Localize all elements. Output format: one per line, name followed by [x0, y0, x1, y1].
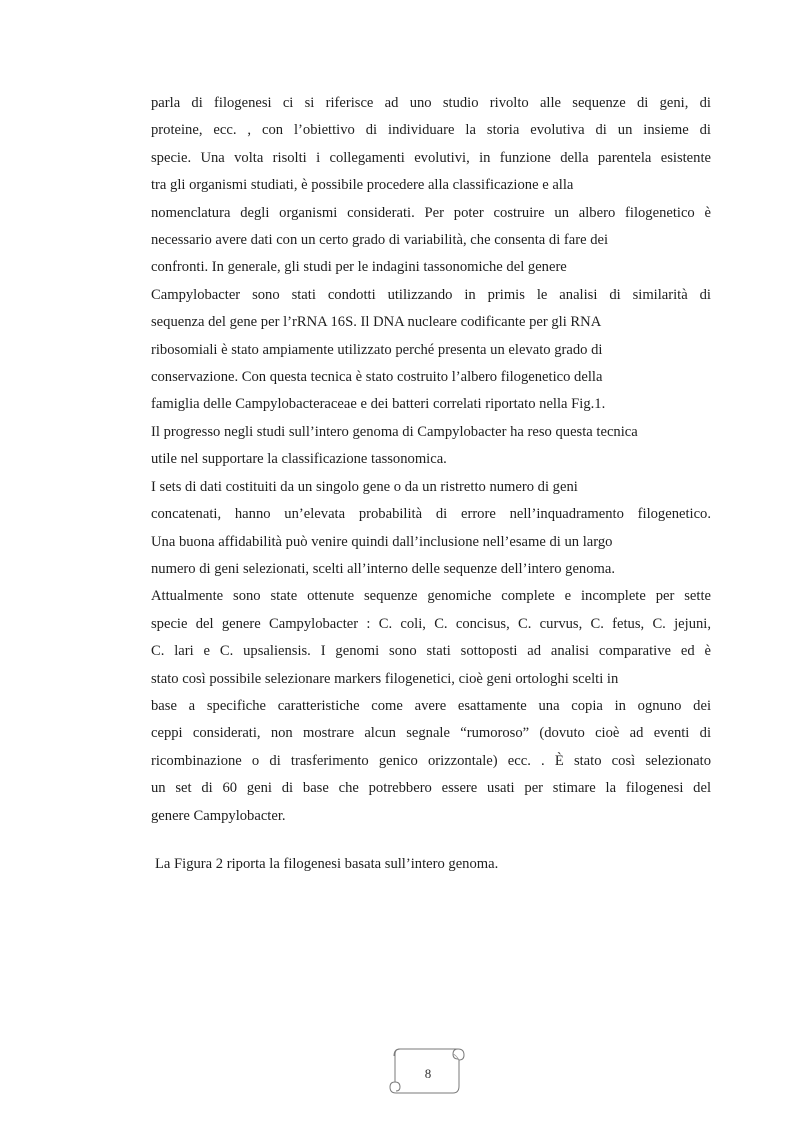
- body-line: Una buona affidabilità può venire quindi dall’inclusione nell’esame di un largo: [151, 533, 613, 550]
- body-line: specie del genere Campylobacter : C. coli, C. concisus, C. curvus, C. fetus, C. jejuni,: [151, 615, 711, 632]
- paragraph-gap: [151, 830, 711, 851]
- body-line: numero di geni selezionati, scelti all’interno delle sequenze dell’intero genoma.: [151, 560, 615, 577]
- body-line: necessario avere dati con un certo grado di variabilità, che consenta di fare dei: [151, 232, 609, 249]
- page-number: 8: [424, 1066, 432, 1081]
- body-line: un set di 60 geni di base che potrebbero essere usati per stimare la filogenesi del: [151, 780, 711, 797]
- body-line: base a specifiche caratteristiche come avere esattamente una copia in ognuno dei: [151, 697, 711, 714]
- body-line: confronti. In generale, gli studi per le indagini tassonomiche del genere: [151, 259, 567, 276]
- body-line: stato così possibile selezionare markers filogenetici, cioè geni ortologhi scelti in: [151, 670, 619, 687]
- body-line: Il progresso negli studi sull’intero genoma di Campylobacter ha reso questa tecnica: [151, 423, 638, 440]
- body-line: concatenati, hanno un’elevata probabilità di errore nell’inquadramento filogenetico.: [151, 506, 711, 523]
- body-line: I sets di dati costituiti da un singolo gene o da un ristretto numero di geni: [151, 478, 578, 495]
- body-line: sequenza del gene per l’rRNA 16S. Il DNA nucleare codificante per gli RNA: [151, 314, 602, 331]
- body-line: utile nel supportare la classificazione tassonomica.: [151, 451, 447, 468]
- body-line: ceppi considerati, non mostrare alcun segnale “rumoroso” (dovuto cioè ad eventi di: [151, 725, 711, 742]
- body-line: Campylobacter sono stati condotti utilizzando in primis le analisi di similarità di: [151, 286, 711, 303]
- body-line: proteine, ecc. , con l’obiettivo di individuare la storia evolutiva di un insieme di: [151, 122, 711, 139]
- body-line: specie. Una volta risolti i collegamenti evolutivi, in funzione della parentela esistente: [151, 149, 711, 166]
- page-number-scroll: [386, 1046, 462, 1094]
- body-line: ribosomiali è stato ampiamente utilizzato perché presenta un elevato grado di: [151, 341, 603, 358]
- body-line: nomenclatura degli organismi considerati. Per poter costruire un albero filogenetico è: [151, 204, 711, 221]
- body-line: C. lari e C. upsaliensis. I genomi sono stati sottoposti ad analisi comparative ed è: [151, 643, 711, 660]
- body-line: tra gli organismi studiati, è possibile procedere alla classificazione e alla: [151, 177, 574, 194]
- body-line: famiglia delle Campylobacteraceae e dei batteri correlati riportato nella Fig.1.: [151, 396, 606, 413]
- body-line: conservazione. Con questa tecnica è stato costruito l’albero filogenetico della: [151, 369, 603, 386]
- body-line: genere Campylobacter.: [151, 807, 286, 824]
- document-body: [151, 90, 711, 878]
- closing-line: La Figura 2 riporta la filogenesi basata sull’intero genoma.: [155, 855, 499, 872]
- body-line: ricombinazione o di trasferimento genico orizzontale) ecc. . È stato così selezionato: [151, 752, 711, 769]
- body-line: Attualmente sono state ottenute sequenze genomiche complete e incomplete per sette: [151, 588, 711, 605]
- body-line: parla di filogenesi ci si riferisce ad uno studio rivolto alle sequenze di geni, di: [151, 95, 711, 111]
